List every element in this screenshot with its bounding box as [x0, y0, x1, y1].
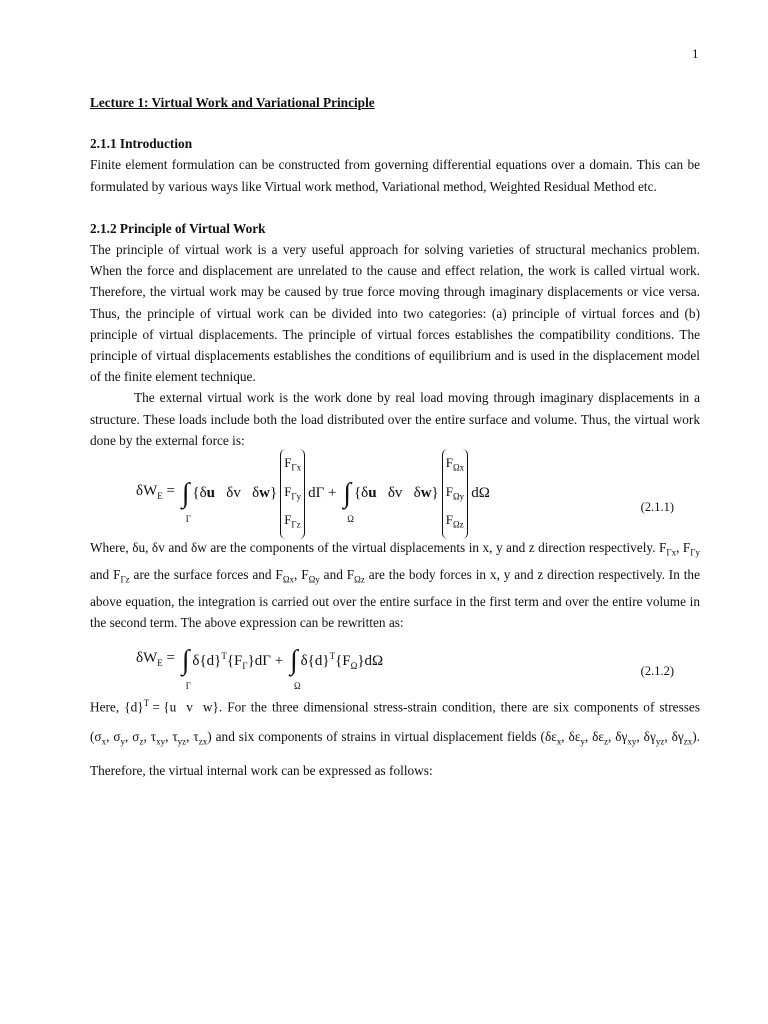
rewritten-as-text: rewritten as: — [337, 614, 404, 630]
introduction-paragraph: Finite element formulation can be constructed from governing differential equations over a domain. This can be formulated by various ways like Virtual work method, Variational method, Weighted Residual Method etc. — [90, 157, 700, 194]
virtual-work-paragraph-1: The principle of virtual work is a very useful approach for solving varieties of structural mechanics problem. When the force and displacement are unrelated to the cause and effect relation, the work is called virtual work. Therefore, the virtual work may be caused by true force moving through imaginary displacements or vice versa. Thus, the principle of virtual work can be divided into two categories: (a) principle of virtual forces and (b) principle of virtual displacements. The principle of virtual forces establishes the compatibility conditions. The principle of virtual displacements establishes the conditions of equilibrium and is used in the displacement model of the finite element technique. — [90, 242, 700, 385]
lecture-title: Lecture 1: Virtual Work and Variational Principle — [90, 95, 375, 110]
virtual-work-paragraph-3: Where, δu, δv and δw are the components of the virtual displacements in x, y and z direction respectively. $F_{\Gamma x}$, $F_{\Gamma y}$ and $F_{\Gamma z}$ are the surface forces and $F_{\Omega x}$, $F_{\Omega y}$ and $F_{\Omega z}$ are the body forces in x, y and z direction respectively. In the above equation, the integration is carried out over the entire surface in the first term and over the entire volume in the second term. The above expression can be rewritten as: — [90, 540, 700, 630]
virtual-work-paragraph-4: Here, $\{d\}^T = \{u$ v w}. For the three dimensional stress-strain condition, there are six components of stresses ($\sigma_x$, $\sigma_y$, $\sigma_z$, $\tau_{xy}$, $\tau_{yz}$, $\tau_{zx}$) and six components of strains in virtual displacement fields ($\delta\varepsilon_x$, $\delta\varepsilon_y$, $\delta\varepsilon_z$, $\delta\gamma_{xy}$, $\delta\gamma_{yz}$, $\delta\gamma_{zx}$). Therefore, the virtual internal work can be expressed as follows: — [90, 698, 701, 779]
equation-2-1-2-expression: $\delta W_E$ = ∫ Γ $\delta\{d\}^T\{F_\Gamma\}d\Gamma$ + ∫ Ω $\delta\{d\}^T\{F_\Omega\}d\Omega$ — [136, 645, 384, 692]
equation-2-1-1-expression: $\delta W_E$ = ∫ Γ {δu δv δw} $F_{\Gamma x}$ $F_{\Gamma y}$ $F_{\Gamma z}$ dΓ + ∫ Ω {δu δv δw} $F_{\Omega x}$ $F_{\Omega y}$ $F_{\Omega z}$ dΩ — [136, 451, 490, 537]
section-heading-virtual-work: 2.1.2 Principle of Virtual Work — [90, 220, 266, 236]
equation-2-1-2 — [90, 633, 700, 692]
equation-number: (2.1.2) — [640, 664, 674, 679]
section-heading-introduction: 2.1.1 Introduction — [90, 136, 193, 152]
page-number: 1 — [692, 46, 699, 61]
equation-number: (2.1.1) — [640, 500, 674, 515]
expressed-as-follows-text: expressed as follows: — [318, 763, 433, 779]
equation-2-1-1 — [90, 451, 700, 537]
virtual-work-paragraph-2: The external virtual work is the work done by real load moving through imaginary displacements in a structure. These loads include both the load distributed over the entire surface and volume. Thus, the virtual work done by the external force is: — [90, 390, 700, 448]
document-body — [90, 92, 700, 785]
